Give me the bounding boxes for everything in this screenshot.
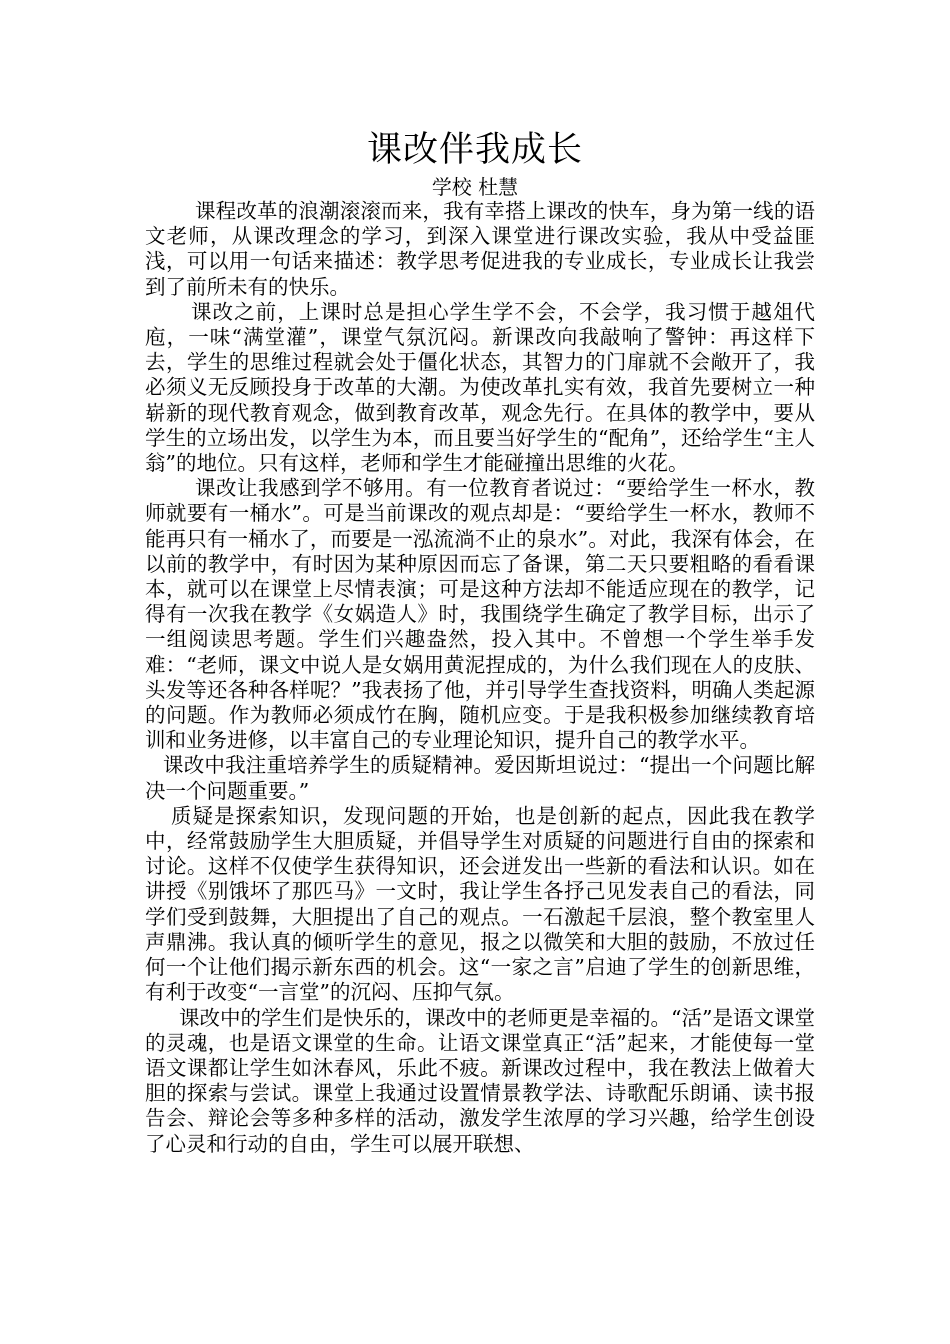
paragraph: 课改之前，上课时总是担心学生学不会，不会学，我习惯于越俎代庖，一味“满堂灌”，课堂气氛沉闷。新课改向我敲响了警钟：再这样下去，学生的思维过程就会处于僵化状态，其智力的门扉就不会敞开了，我必须义无反顾投身于改革的大潮。为使改革扎实有效，我首先要树立一种崭新的现代教育观念，做到教育改革，观念先行。在具体的教学中，要从学生的立场出发，以学生为本，而且要当好学生的“配角”，还给学生“主人翁”的地位。只有这样，老师和学生才能碰撞出思维的火花。 (145, 299, 815, 476)
paragraph: 质疑是探索知识，发现问题的开始，也是创新的起点，因此我在教学中，经常鼓励学生大胆质疑，并倡导学生对质疑的问题进行自由的探索和讨论。这样不仅使学生获得知识，还会迸发出一些新的看法和认识。如在讲授《别饿坏了那匹马》一文时，我让学生各抒己见发表自己的看法，同学们受到鼓舞，大胆提出了自己的观点。一石激起千层浪，整个教室里人声鼎沸。我认真的倾听学生的意见，报之以微笑和大胆的鼓励，不放过任何一个让他们揭示新东西的机会。这“一家之言”启迪了学生的创新思维，有利于改变“一言堂”的沉闷、压抑气氛。 (145, 803, 815, 1005)
paragraph: 课改中的学生们是快乐的，课改中的老师更是幸福的。“活”是语文课堂的灵魂，也是语文课堂的生命。让语文课堂真正“活”起来，才能使每一堂语文课都让学生如沐春风，乐此不疲。新课改过程中，我在教法上做着大胆的探索与尝试。课堂上我通过设置情景教学法、诗歌配乐朗诵、读书报告会、辩论会等多种多样的活动，激发学生浓厚的学习兴趣，给学生创设了心灵和行动的自由，学生可以展开联想、 (145, 1005, 815, 1156)
paragraph: 课程改革的浪潮滚滚而来，我有幸搭上课改的快车，身为第一线的语文老师，从课改理念的学习，到深入课堂进行课改实验，我从中受益匪浅，可以用一句话来描述：教学思考促进我的专业成长，专业成长让我尝到了前所未有的快乐。 (145, 199, 815, 299)
document-author: 学校 杜慧 (431, 175, 519, 199)
document-body (145, 199, 815, 1157)
document-title: 课改伴我成长 (366, 130, 583, 170)
paragraph: 课改让我感到学不够用。有一位教育者说过：“要给学生一杯水，教师就要有一桶水”。可是当前课改的观点却是：“要给学生一杯水，教师不能再只有一桶水了，而要是一泓流淌不止的泉水”。对此，我深有体会，在以前的教学中，有时因为某种原因而忘了备课，第二天只要粗略的看看课本，就可以在课堂上尽情表演；可是这种方法却不能适应现在的教学，记得有一次我在教学《女娲造人》时，我围绕学生确定了教学目标，出示了一组阅读思考题。学生们兴趣盎然，投入其中。不曾想一个学生举手发难：“老师，课文中说人是女娲用黄泥捏成的，为什么我们现在人的皮肤、头发等还各种各样呢？”我表扬了他，并引导学生查找资料，明确人类起源的问题。作为教师必须成竹在胸，随机应变。于是我积极参加继续教育培训和业务进修，以丰富自己的专业理论知识，提升自己的教学水平。 (145, 476, 815, 753)
paragraph: 课改中我注重培养学生的质疑精神。爱因斯坦说过：“提出一个问题比解决一个问题重要。” (145, 753, 815, 803)
